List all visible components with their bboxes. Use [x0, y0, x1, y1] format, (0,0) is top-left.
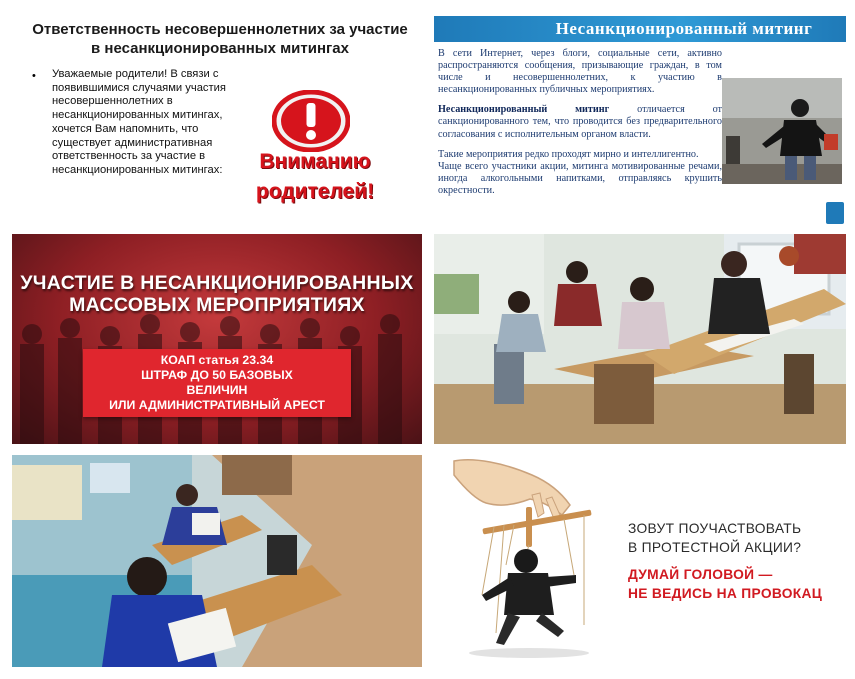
intro-title: Ответственность несовершеннолетних за участие в несанкционированных митингах [32, 21, 408, 57]
penalty-line-4: ИЛИ АДМИНИСТРАТИВНЫЙ АРЕСТ [109, 398, 325, 412]
attention-line-1: Вниманию [259, 150, 371, 173]
bullet-mark: • [32, 70, 36, 82]
provocation-warning-line-2: НЕ ВЕДИСЬ НА ПРОВОКАЦ [628, 586, 823, 601]
rally-banner [434, 16, 846, 42]
rally-definition: отличается от санкционированного тем, что проводится без предварительного согласования с исполнительным органом власти. [438, 104, 722, 140]
exclamation-sign-icon [272, 90, 350, 152]
rally-paragraph-1: В сети Интернет, через блоги, социальные сети, активно распространяются сообщения, призывающие граждан, в том числе и несовершеннолетних, к участию в несанкционированных публичных мероприятиях. [438, 48, 722, 96]
rally-paragraph-2 [438, 104, 722, 140]
rally-paragraph-3: Такие мероприятия редко проходят мирно и интеллигентно. [438, 148, 699, 160]
classroom-scene-1 [434, 234, 846, 444]
rally-info-text [438, 48, 722, 197]
penalty-box [83, 349, 351, 417]
penalty-line-1: КОАП статья 23.34 [160, 353, 274, 367]
protest-question-line-2: В ПРОТЕСТНОЙ АКЦИИ? [628, 540, 802, 555]
provocation-warning [628, 565, 843, 603]
rally-info-panel [434, 10, 846, 230]
classroom-photo-2 [12, 455, 422, 667]
protest-question-line-1: ЗОВУТ ПОУЧАСТВОВАТЬ [628, 521, 802, 536]
penalty-line-2: ШТРАФ ДО 50 БАЗОВЫХ [141, 368, 293, 382]
rioter-photo [722, 78, 842, 184]
rally-banner-title: Несанкционированный митинг [555, 19, 813, 38]
rally-term: Несанкционированный митинг [438, 104, 610, 116]
protest-question [628, 519, 843, 557]
penalty-poster [12, 234, 422, 444]
attention-heading [230, 147, 400, 207]
rally-paragraph-4: Чаще всего участники акции, митинга мотивированные речами, иногда алкогольными напитками, отправляясь крушить окрестности. [438, 160, 722, 196]
intro-body-text: Уважаемые родители! В связи с появившимися случаями участия несовершеннолетних в несанкционированных митингах, хочется Вам напомнить, что существует административная ответственность за участие в несанкционированных митингах: [52, 68, 226, 176]
classroom-photo-1 [434, 234, 846, 444]
classroom-scene-2 [12, 455, 422, 667]
puppet-illustration [434, 455, 624, 667]
poster-headline-line-1: УЧАСТИЕ В НЕСАНКЦИОНИРОВАННЫХ [20, 272, 414, 294]
emblem-icon [826, 202, 844, 224]
poster-headline [12, 272, 422, 316]
poster-headline-line-2: МАССОВЫХ МЕРОПРИЯТИЯХ [69, 294, 365, 316]
provocation-warning-line-1: ДУМАЙ ГОЛОВОЙ — [628, 567, 773, 582]
attention-line-2: родителей! [255, 180, 375, 203]
penalty-text [83, 353, 351, 413]
puppet-panel [434, 455, 846, 667]
intro-panel [10, 10, 420, 230]
penalty-line-3: ВЕЛИЧИН [186, 383, 248, 397]
